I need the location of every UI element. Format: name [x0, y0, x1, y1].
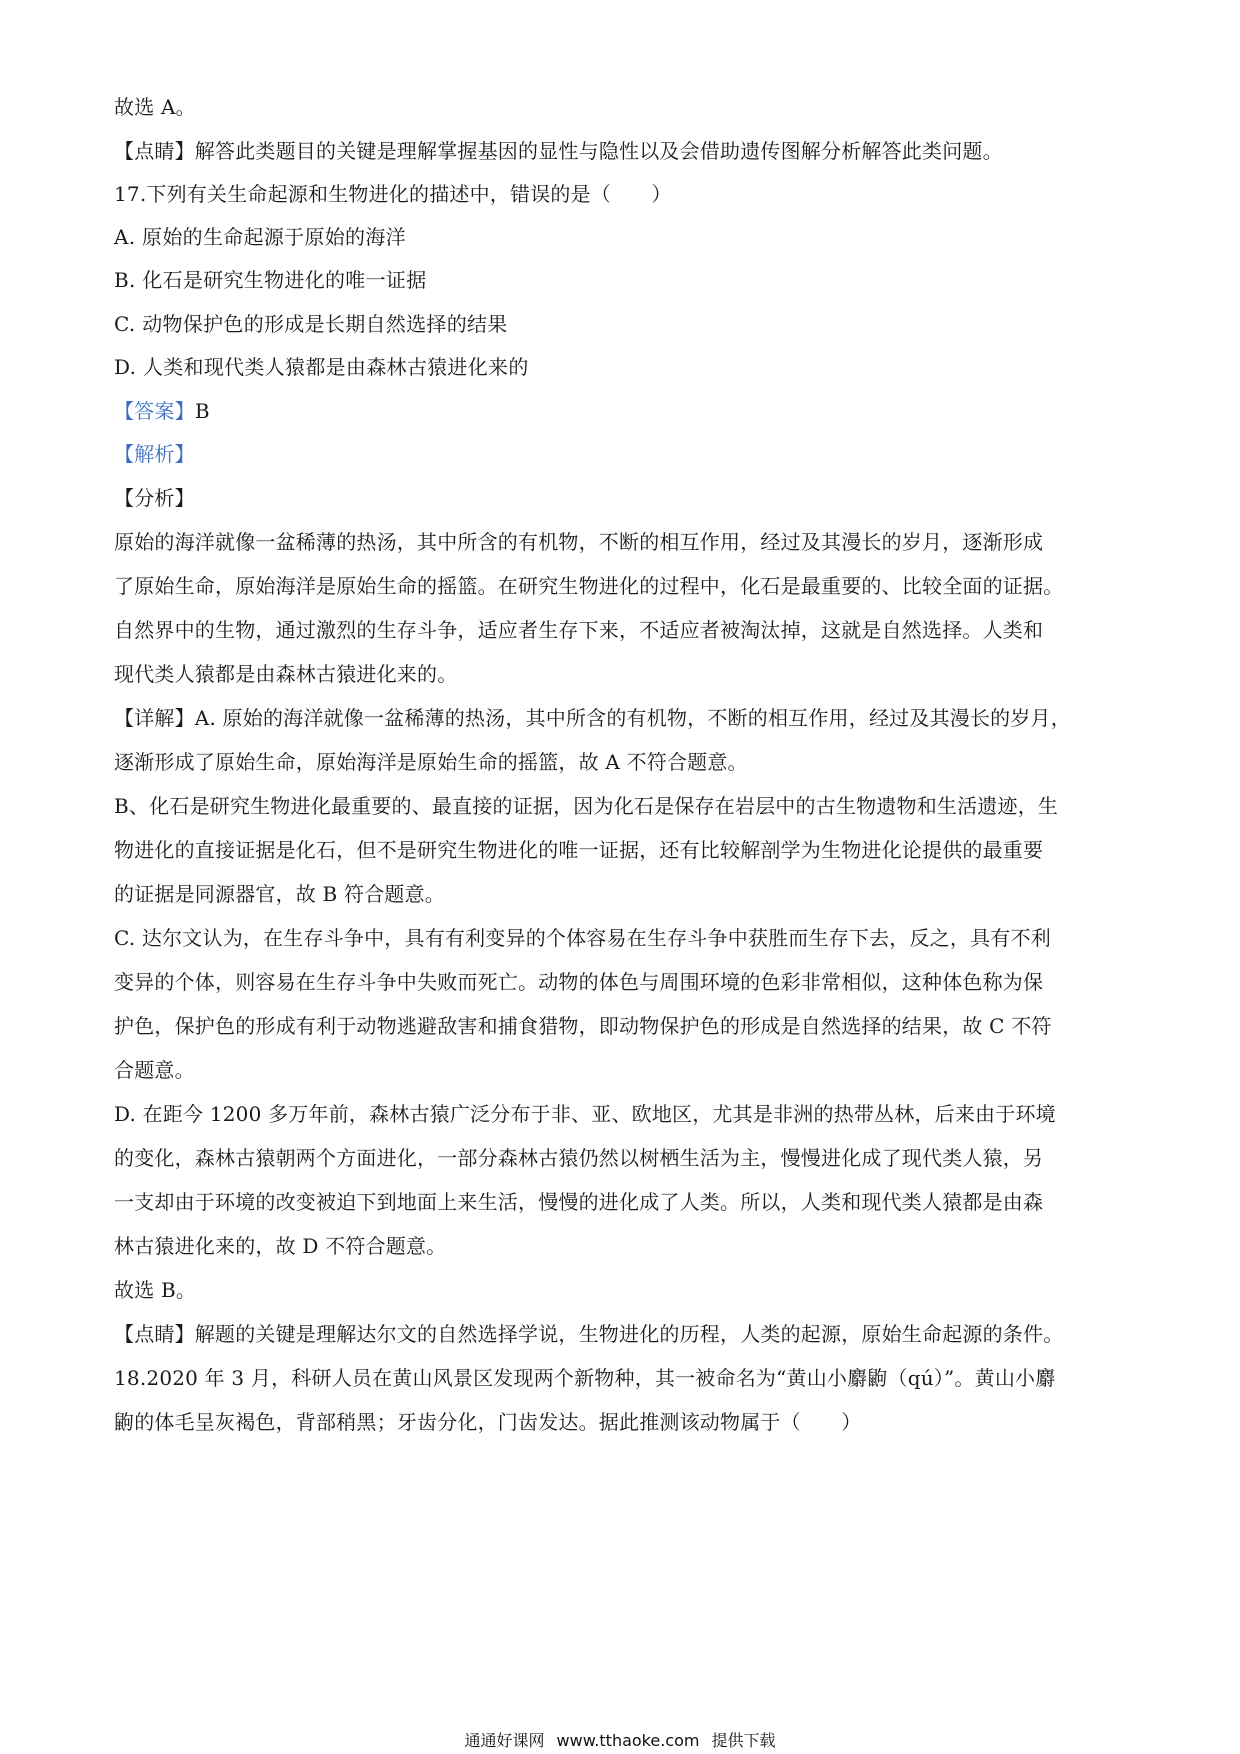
footer-url[interactable]: www.tthaoke.com — [556, 1731, 700, 1750]
breakdown-text-line: 原始的海洋就像一盆稀薄的热汤，其中所含的有机物，不断的相互作用，经过及其漫长的岁月，逐渐形成 — [114, 530, 1044, 554]
detail-text-line: 合题意。 — [114, 1058, 195, 1082]
page-footer — [0, 1733, 1240, 1749]
question-17-stem: 17.下列有关生命起源和生物进化的描述中，错误的是（ ） — [114, 182, 672, 206]
answer-label: 【答案】 — [114, 399, 195, 423]
detail-text-line: B、化石是研究生物进化最重要的、最直接的证据，因为化石是保存在岩层中的古生物遗物和生活遗迹，生 — [114, 794, 1059, 818]
detail-text-line: 变异的个体，则容易在生存斗争中失败而死亡。动物的体色与周围环境的色彩非常相似，这种体色称为保 — [114, 970, 1044, 994]
analysis-label: 【解析】 — [114, 442, 195, 466]
answer-value: B — [194, 399, 210, 423]
detail-text-line: 物进化的直接证据是化石，但不是研究生物进化的唯一证据，还有比较解剖学为生物进化论提供的最重要 — [114, 838, 1044, 862]
detail-text-line: 【详解】A. 原始的海洋就像一盆稀薄的热汤，其中所含的有机物，不断的相互作用，经过及其漫长的岁月， — [114, 706, 1071, 730]
detail-text-line: 逐渐形成了原始生命，原始海洋是原始生命的摇篮，故 A 不符合题意。 — [114, 750, 748, 774]
detail-text-line: 的变化，森林古猿朝两个方面进化，一部分森林古猿仍然以树栖生活为主，慢慢进化成了现代类人猿，另 — [114, 1146, 1044, 1170]
answer-conclusion: 故选 B。 — [114, 1278, 197, 1302]
question-18-stem-cont: 鼩的体毛呈灰褐色，背部稍黑；牙齿分化，门齿发达。据此推测该动物属于（ ） — [114, 1410, 862, 1434]
answer-conclusion: 故选 A。 — [114, 95, 196, 119]
detail-text-line: 林古猿进化来的，故 D 不符合题意。 — [114, 1234, 447, 1258]
detail-text-line: D. 在距今 1200 多万年前，森林古猿广泛分布于非、亚、欧地区，尤其是非洲的热带丛林，后来由于环境 — [114, 1102, 1056, 1126]
detail-text-line: C. 达尔文认为，在生存斗争中，具有有利变异的个体容易在生存斗争中获胜而生存下去，反之，具有不利 — [114, 926, 1051, 950]
footer-suffix: 提供下载 — [711, 1731, 776, 1750]
option-b: B. 化石是研究生物进化的唯一证据 — [114, 268, 427, 292]
footer-site-name: 通通好课网 — [464, 1731, 545, 1750]
breakdown-text-line: 现代类人猿都是由森林古猿进化来的。 — [114, 662, 458, 686]
question-18-stem: 18.2020 年 3 月，科研人员在黄山风景区发现两个新物种，其一被命名为“黄山小麝鼩（qú）”。黄山小麝 — [114, 1366, 1056, 1390]
breakdown-text-line: 了原始生命，原始海洋是原始生命的摇篮。在研究生物进化的过程中，化石是最重要的、比较全面的证据。 — [114, 574, 1064, 598]
tip-paragraph: 【点睛】解答此类题目的关键是理解掌握基因的显性与隐性以及会借助遗传图解分析解答此类问题。 — [114, 139, 1003, 163]
breakdown-text-line: 自然界中的生物，通过激烈的生存斗争，适应者生存下来，不适应者被淘汰掉，这就是自然选择。人类和 — [114, 618, 1044, 642]
tip-paragraph: 【点睛】解题的关键是理解达尔文的自然选择学说，生物进化的历程，人类的起源，原始生命起源的条件。 — [114, 1322, 1064, 1346]
answer-row — [114, 401, 1124, 421]
detail-text-line: 一支却由于环境的改变被迫下到地面上来生活，慢慢的进化成了人类。所以，人类和现代类人猿都是由森 — [114, 1190, 1044, 1214]
option-a: A. 原始的生命起源于原始的海洋 — [114, 225, 406, 249]
breakdown-label: 【分析】 — [114, 486, 195, 510]
option-c: C. 动物保护色的形成是长期自然选择的结果 — [114, 312, 508, 336]
detail-text-line: 的证据是同源器官，故 B 符合题意。 — [114, 882, 446, 906]
detail-text-line: 护色，保护色的形成有利于动物逃避敌害和捕食猎物，即动物保护色的形成是自然选择的结果，故 C 不符 — [114, 1014, 1052, 1038]
option-d: D. 人类和现代类人猿都是由森林古猿进化来的 — [114, 355, 529, 379]
